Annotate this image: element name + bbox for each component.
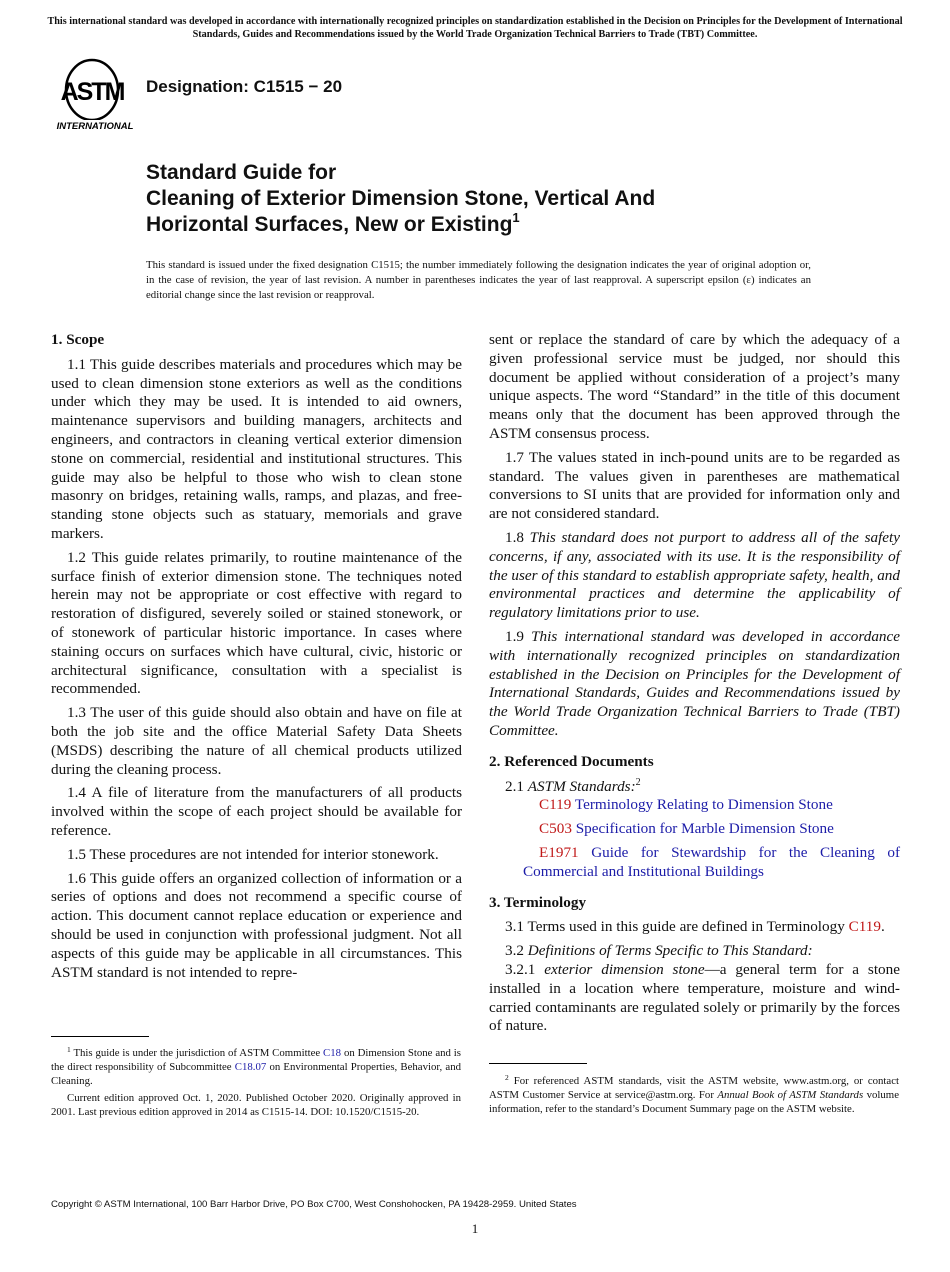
paragraph-1-1: 1.1 This guide describes materials and procedures which may be used to clean dimension stone exteriors as well as the conditions under which they may be used. It is intended to aid owners, maintenance supervisors and building managers, architects and engineers, and contractors in cleaning vertical exterior dimension stone on commercial, residential and institutional structures. This guide may also be helpful to those who wish to clean stone masonry on bridges, retaining walls, ramps, and plazas, and free-standing stone objects such as statuary, memorials and grave markers. — [51, 355, 462, 542]
link-subcommittee-c18-07[interactable]: C18.07 — [234, 1061, 267, 1073]
issuance-statement: This standard is issued under the fixed designation C1515; the number immediately following the designation indicates the year of original adoption or, in the case of revision, the year of last revision. A number in parentheses indicates the year of last reapproval. A superscript epsilon (ε) indicates an editorial change since the last revision or reapproval. — [146, 259, 811, 301]
paragraph-1-9: 1.9 This international standard was developed in accordance with internationally recognized principles on standardization established in the Decision on Principles for the Development of International Standards, Guides and Recommendations issued by the World Trade Organization Technical Barriers to Trade (TBT) Committee. — [489, 627, 901, 739]
paragraph-2-1: 2.1 ASTM Standards:$^2$ — [505, 776, 641, 795]
footnote-rule-right — [489, 1063, 587, 1064]
paragraph-1-6-continued: sent or replace the standard of care by which the adequacy of a given professional service must be judged, nor should this document be applied without consideration of a project’s many unique aspects. The word “Standard” in the title of this document means only that the document has been approved through the ASTM consensus process. — [489, 331, 900, 442]
title-footnote-marker: 1 — [512, 210, 520, 225]
paragraph-1-2: 1.2 This guide relates primarily, to routine maintenance of the surface finish of exterior dimension stone. The techniques noted herein may not be appropriate or cost effective with regard to restoration of disfigured, severely soiled or stained stonework, or of stonework of particular historic importance. In cases where staining occurs on surfaces which have cultural, civic, historic or architectural significance, consultation with a specialist is recommended. — [51, 548, 462, 698]
reference-c503[interactable]: C503 Specification for Marble Dimension Stone — [539, 820, 834, 838]
title-line-2: Cleaning of Exterior Dimension Stone, Vertical And — [146, 187, 656, 210]
paragraph-1-4: 1.4 A file of literature from the manufacturers of all products involved within the scope of each project should be available for reference. — [51, 784, 462, 839]
paragraph-1-7: 1.7 The values stated in inch-pound units are to be regarded as standard. The values given in parentheses are mathematical conversions to SI units that are provided for information only and are not considered standard. — [489, 448, 900, 523]
astm-international-logo — [52, 56, 136, 134]
paragraph-3-2-1: 3.2.1 exterior dimension stone—a general term for a stone installed in a location where temperature, moisture and wind-carried contaminants are regulated solely or primarily by the forces of nature. — [489, 960, 900, 1035]
footnote-2 — [489, 1074, 899, 1119]
footnote-2-text: $^2$ For referenced ASTM standards, visit the ASTM website, www.astm.org, or contact ASTM Customer Service at service@astm.org. For Annual Book of ASTM Standards volume information, refer to the standard’s Document Summary page on the ASTM website. — [489, 1073, 899, 1115]
right-column — [489, 331, 900, 1041]
reference-c119[interactable]: C119 Terminology Relating to Dimension Stone — [539, 796, 833, 814]
footnote-rule-left — [51, 1036, 149, 1037]
footnote-1-text: $^1$ This guide is under the jurisdiction of ASTM Committee C18 on Dimension Stone and is the direct responsibility of Subcommittee C18.07 on Environmental Properties, Behavior, and Cleaning. — [51, 1045, 462, 1087]
left-column — [51, 331, 462, 987]
footnote-1 — [51, 1046, 461, 1122]
title-line-1: Standard Guide for — [146, 161, 337, 184]
top-notice: This international standard was developed in accordance with internationally recognized principles on standardization established in the Decision on Principles for the Development of International Standards, Guides and Recommendations issued by the World Trade Organization Technical Barriers to Trade (TBT) Committee. — [47, 16, 903, 40]
logo-wordmark: INTERNATIONAL — [56, 121, 134, 132]
footnote-1-edition: Current edition approved Oct. 1, 2020. Published October 2020. Originally approved in 2001. Last previous edition approved in 2014 as C1515-14. DOI: 10.1520/C1515-20. — [51, 1092, 461, 1118]
title-line-3: Horizontal Surfaces, New or Existing$^1$ — [146, 210, 520, 236]
paragraph-1-5: 1.5 These procedures are not intended for interior stonework. — [67, 845, 439, 863]
section-heading-scope: 1. Scope — [51, 331, 105, 348]
paragraph-1-3: 1.3 The user of this guide should also obtain and have on file at both the job site and the office Material Safety Data Sheets (MSDS) describing the nature of all chemical products utilized during the cleaning process. — [51, 704, 462, 778]
link-committee-c18[interactable]: C18 — [323, 1047, 342, 1059]
section-heading-terminology: 3. Terminology — [489, 893, 587, 911]
page-number: 1 — [471, 1221, 479, 1236]
reference-e1971[interactable]: E1971 Guide for Stewardship for the Cleaning of Commercial and Institutional Buildings — [523, 843, 901, 880]
paragraph-3-2: 3.2 Definitions of Terms Specific to This Standard: — [505, 942, 813, 960]
link-c119[interactable]: C119 — [848, 918, 881, 936]
section-heading-referenced-documents: 2. Referenced Documents — [489, 752, 654, 770]
svg-text:ASTM: ASTM — [60, 78, 124, 106]
document-title — [146, 160, 866, 238]
paragraph-1-6: 1.6 This guide offers an organized collection of information or a series of options and does not recommend a specific course of action. This document cannot replace education or experience and should be used in conjunction with professional judgment. Not all aspects of this guide may be applicable in all circumstances. This ASTM standard is not intended to repre- — [51, 869, 462, 981]
designation: Designation: C1515 − 20 — [146, 77, 343, 96]
paragraph-3-1: 3.1 Terms used in this guide are defined in Terminology C119. — [505, 918, 885, 936]
paragraph-1-8: 1.8 This standard does not purport to address all of the safety concerns, if any, associated with its use. It is the responsibility of the user of this standard to establish appropriate safety, health, and environmental practices and determine the applicability of regulatory limitations prior to use. — [489, 528, 901, 622]
copyright-notice: Copyright © ASTM International, 100 Barr Harbor Drive, PO Box C700, West Conshohocken, PA 19428-2959. United States — [51, 1199, 577, 1210]
